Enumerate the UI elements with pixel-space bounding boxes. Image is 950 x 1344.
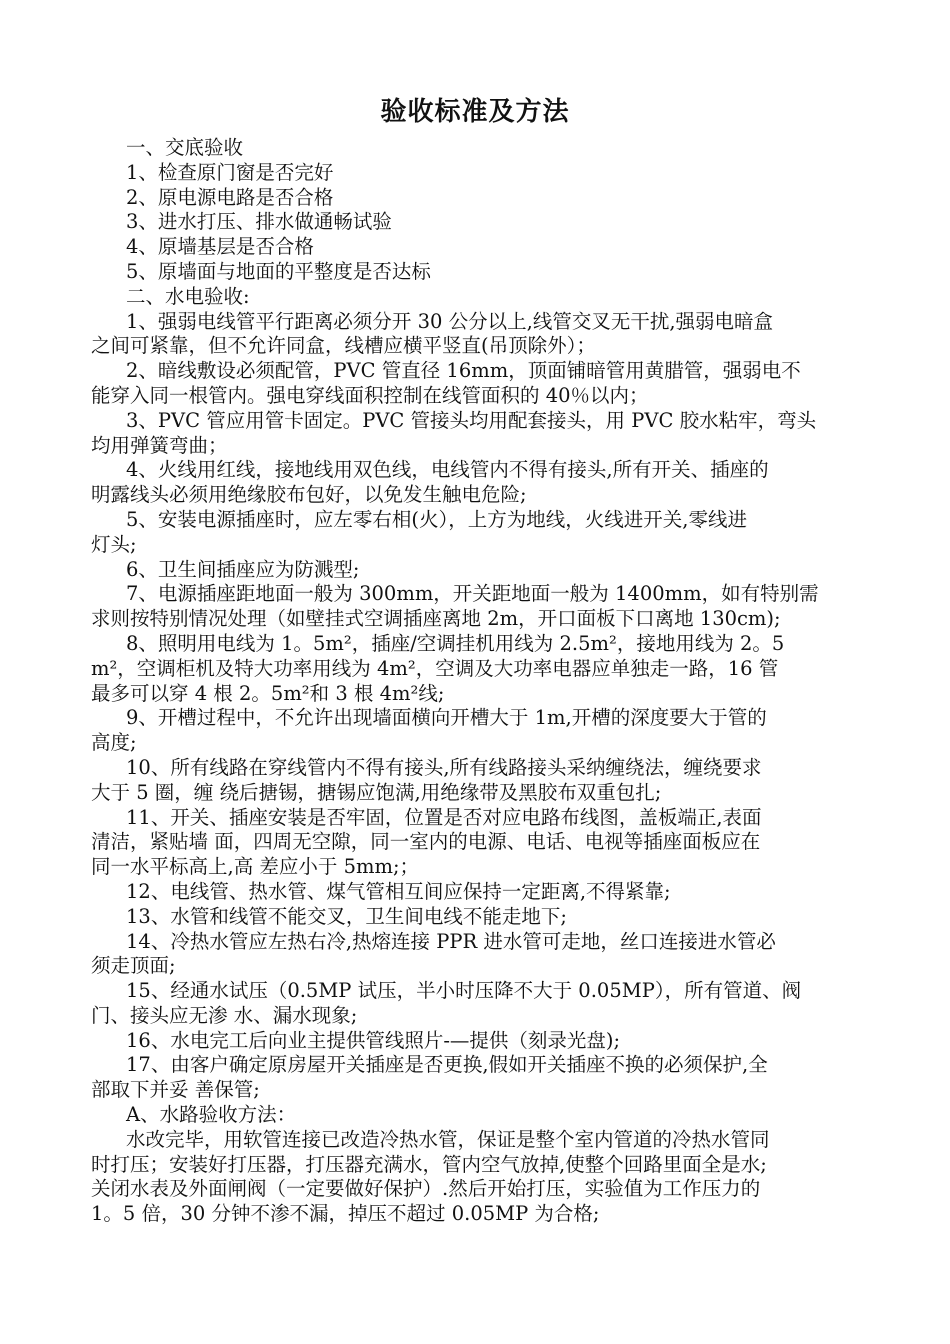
paragraph-line: 16、水电完工后向业主提供管线照片-—提供（刻录光盘); [126,1028,621,1052]
paragraph-line: 高度; [91,731,137,755]
paragraph-line: 同一水平标高上,高 差应小于 5mm;； [91,855,420,879]
paragraph-line: 1、强弱电线管平行距离必须分开 30 公分以上,线管交叉无干扰,强弱电暗盒 [126,309,774,333]
paragraph-line: 3、PVC 管应用管卡固定。PVC 管接头均用配套接头，用 PVC 胶水粘牢，弯头 [126,408,817,432]
paragraph-line: 1、检查原门窗是否完好 [126,160,334,184]
paragraph-line: 二、水电验收: [126,284,250,308]
document-body [91,136,861,1227]
paragraph-line: 7、电源插座距地面一般为 300mm，开关距地面一般为 1400mm，如有特别需 [126,582,819,606]
paragraph-line: 11、开关、插座安装是否牢固，位置是否对应电路布线图，盖板端正,表面 [126,805,762,829]
paragraph-line: 部取下并妥 善保管; [91,1078,260,1102]
paragraph-line: 13、水管和线管不能交叉，卫生间电线不能走地下; [126,904,567,928]
paragraph-line: 时打压；安装好打压器，打压器充满水，管内空气放掉,使整个回路里面全是水; [91,1152,767,1176]
paragraph-line: 5、原墙面与地面的平整度是否达标 [126,259,431,283]
paragraph-line: 17、由客户确定原房屋开关插座是否更换,假如开关插座不换的必须保护,全 [126,1053,768,1077]
paragraph-line: 6、卫生间插座应为防溅型; [126,557,360,581]
page-title: 验收标准及方法 [380,97,570,127]
paragraph-line: 8、照明用电线为 1。5m²，插座/空调挂机用线为 2.5m²，接地用线为 2。5 [126,631,785,655]
paragraph-line: 门、接头应无渗 水、漏水现象; [91,1003,358,1027]
paragraph-line: 4、火线用红线，接地线用双色线，电线管内不得有接头,所有开关、插座的 [126,458,769,482]
paragraph-line: 水改完毕，用软管连接已改造冷热水管，保证是整个室内管道的冷热水管同 [126,1127,770,1151]
paragraph-line: 3、进水打压、排水做通畅试验 [126,210,392,234]
paragraph-line: 能穿入同一根管内。强电穿线面积控制在线管面积的 40％以内； [91,383,649,407]
paragraph-line: 5、安装电源插座时，应左零右相(火），上方为地线，火线进开关,零线进 [126,507,747,531]
paragraph-line: 之间可紧靠，但不允许同盒，线槽应横平竖直(吊顶除外）； [91,334,596,358]
paragraph-line: 明露线头必须用绝缘胶布包好，以免发生触电危险; [91,483,527,507]
paragraph-line: 1。5 倍，30 分钟不渗不漏，掉压不超过 0.05MP 为合格; [91,1202,600,1226]
paragraph-line: 2、暗线敷设必须配管，PVC 管直径 16mm，顶面铺暗管用黄腊管，强弱电不 [126,359,801,383]
paragraph-line: 大于 5 圈，缠 绕后搪锡，搪锡应饱满,用绝缘带及黑胶布双重包扎; [91,780,662,804]
paragraph-line: 灯头; [91,532,137,556]
paragraph-line: 2、原电源电路是否合格 [126,185,334,209]
paragraph-line: 10、所有线路在穿线管内不得有接头,所有线路接头采纳缠绕法，缠绕要求 [126,755,762,779]
paragraph-line: 一、交底验收 [126,136,244,159]
paragraph-line: 4、原墙基层是否合格 [126,235,314,259]
paragraph-line: 15、经通水试压（0.5MP 试压，半小时压降不大于 0.05MP），所有管道、阀 [126,979,802,1003]
paragraph-line: 须走顶面; [91,954,176,978]
paragraph-line: 均用弹簧弯曲； [91,433,228,457]
paragraph-line: A、水路验收方法： [126,1103,297,1127]
paragraph-line: 清洁，紧贴墙 面，四周无空隙，同一室内的电源、电话、电视等插座面板应在 [91,830,761,854]
paragraph-line: 12、电线管、热水管、煤气管相互间应保持一定距离,不得紧靠; [126,879,671,903]
paragraph-line: 9、开槽过程中，不允许出现墙面横向开槽大于 1m,开槽的深度要大于管的 [126,706,767,730]
paragraph-line: 求则按特别情况处理（如壁挂式空调插座离地 2m，开口面板下口离地 130cm); [91,607,781,631]
paragraph-line: m²，空调柜机及特大功率用线为 4m²，空调及大功率电器应单独走一路，16 管 [91,656,779,680]
paragraph-line: 关闭水表及外面闸阀（一定要做好保护）.然后开始打压，实验值为工作压力的 [91,1177,761,1201]
paragraph-line: 14、冷热水管应左热右冷,热熔连接 PPR 进水管可走地，丝口连接进水管必 [126,929,776,953]
paragraph-line: 最多可以穿 4 根 2。5m²和 3 根 4m²线; [91,681,445,705]
